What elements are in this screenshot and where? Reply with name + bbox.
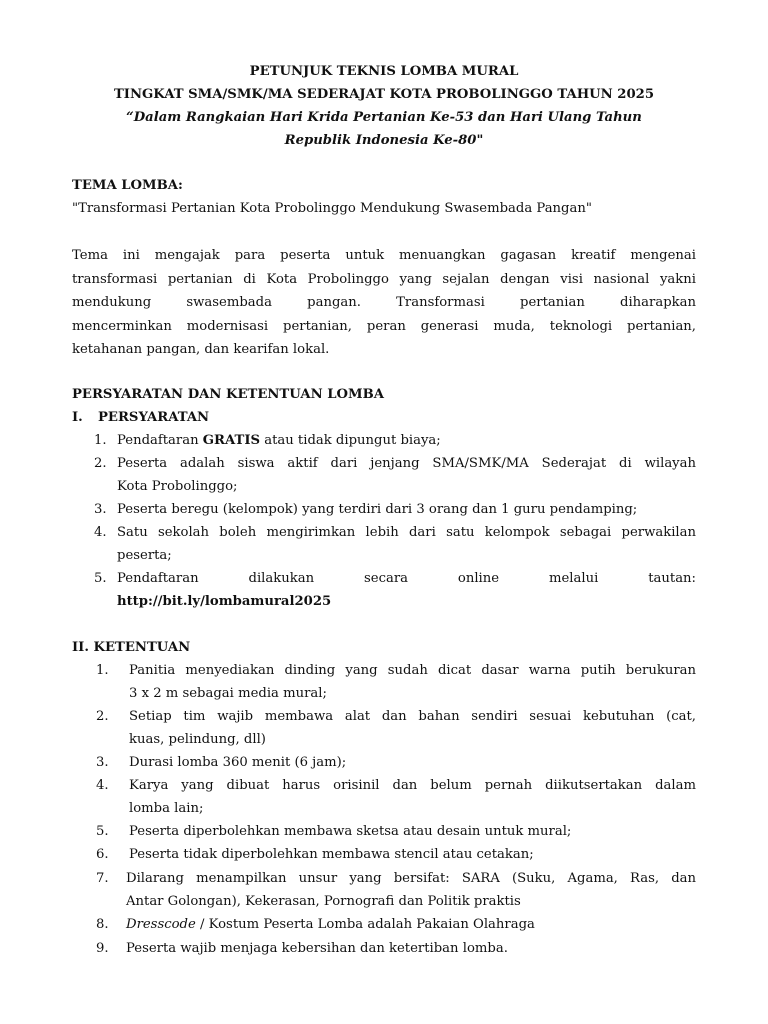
item-number: 2. bbox=[94, 456, 107, 471]
subtitle-line-2: Republik Indonesia Ke-80" bbox=[284, 133, 484, 148]
item-text-line: lomba lain; bbox=[129, 801, 204, 816]
item-number: 5. bbox=[94, 571, 107, 586]
item-number: 9. bbox=[96, 941, 109, 956]
item-text-line: Peserta adalah siswa aktif dari jenjang SMA/SMK/MA Sederajat di wilayah bbox=[117, 456, 696, 471]
item-text-line: Panitia menyediakan dinding yang sudah dicat dasar warna putih berukuran bbox=[129, 663, 696, 678]
title-line-1: PETUNJUK TEKNIS LOMBA MURAL bbox=[249, 64, 519, 79]
item-number: 2. bbox=[96, 709, 109, 724]
item-text-line: Pendaftaran dilakukan secara online melalui tautan: bbox=[117, 571, 696, 586]
item-number: 3. bbox=[94, 502, 107, 517]
item-text-line: Setiap tim wajib membawa alat dan bahan sendiri sesuai kebutuhan (cat, bbox=[129, 709, 696, 724]
item-text-before: Pendaftaran bbox=[117, 433, 203, 448]
section-1-number: I. bbox=[72, 410, 83, 425]
item-number: 3. bbox=[96, 755, 109, 770]
theme-description-line: mendukung swasembada pangan. Transformasi pertanian diharapkan bbox=[72, 295, 696, 311]
item-text-line: Karya yang dibuat harus orisinil dan belum pernah diikutsertakan dalam bbox=[129, 778, 696, 793]
item-text-line: Satu sekolah boleh mengirimkan lebih dari satu kelompok sebagai perwakilan bbox=[117, 525, 696, 540]
item-text bbox=[129, 774, 696, 820]
item-text-line: Kota Probolinggo; bbox=[117, 479, 238, 494]
document-header bbox=[70, 60, 698, 152]
item-number: 6. bbox=[96, 847, 109, 862]
item-number: 7. bbox=[96, 871, 109, 886]
item-number: 4. bbox=[94, 525, 107, 540]
title-line-2: TINGKAT SMA/SMK/MA SEDERAJAT KOTA PROBOLINGGO TAHUN 2025 bbox=[113, 87, 655, 102]
item-text bbox=[117, 567, 696, 613]
section-1-title: PERSYARATAN bbox=[98, 410, 210, 425]
registration-link[interactable]: http://bit.ly/lombamural2025 bbox=[117, 594, 332, 609]
theme-text: "Transformasi Pertanian Kota Probolinggo Mendukung Swasembada Pangan" bbox=[72, 201, 592, 216]
item-text-bold: GRATIS bbox=[202, 433, 261, 448]
item-text-line: kuas, pelindung, dll) bbox=[129, 732, 266, 747]
item-text-rest: / Kostum Peserta Lomba adalah Pakaian Olahraga bbox=[195, 917, 535, 932]
item-text bbox=[129, 659, 696, 705]
theme-description-line: transformasi pertanian di Kota Probolinggo yang sejalan dengan visi nasional yakni bbox=[72, 271, 696, 287]
section-1-heading bbox=[72, 406, 210, 429]
subtitle-line-1: “Dalam Rangkaian Hari Krida Pertanian Ke-53 dan Hari Ulang Tahun bbox=[126, 110, 642, 125]
item-text: Durasi lomba 360 menit (6 jam); bbox=[129, 755, 347, 770]
item-text bbox=[129, 705, 696, 751]
item-text: Peserta wajib menjaga kebersihan dan ketertiban lomba. bbox=[126, 941, 508, 956]
requirements-heading: PERSYARATAN DAN KETENTUAN LOMBA bbox=[72, 387, 384, 402]
item-text bbox=[117, 521, 696, 567]
item-text: Peserta diperbolehkan membawa sketsa atau desain untuk mural; bbox=[129, 824, 572, 839]
theme-description-line: ketahanan pangan, dan kearifan lokal. bbox=[72, 342, 330, 358]
theme-description-line: Tema ini mengajak para peserta untuk menuangkan gagasan kreatif mengenai bbox=[72, 248, 696, 263]
item-text-line: Dilarang menampilkan unsur yang bersifat: SARA (Suku, Agama, Ras, dan bbox=[126, 871, 696, 886]
item-text bbox=[117, 429, 696, 452]
item-text: Peserta tidak diperbolehkan membawa stencil atau cetakan; bbox=[129, 847, 534, 862]
item-text-line: peserta; bbox=[117, 548, 172, 563]
item-text-line: Antar Golongan), Kekerasan, Pornografi dan Politik praktis bbox=[126, 894, 521, 909]
item-text-after: atau tidak dipungut biaya; bbox=[260, 433, 441, 448]
item-number: 5. bbox=[96, 824, 109, 839]
item-number: 4. bbox=[96, 778, 109, 793]
section-2-heading: II. KETENTUAN bbox=[72, 640, 191, 655]
item-number: 1. bbox=[94, 433, 107, 448]
dresscode-term: Dresscode bbox=[126, 917, 196, 932]
item-text bbox=[126, 867, 696, 913]
item-text-line: 3 x 2 m sebagai media mural; bbox=[129, 686, 327, 701]
item-text bbox=[126, 913, 696, 936]
theme-heading: TEMA LOMBA: bbox=[72, 178, 183, 193]
item-text: Peserta beregu (kelompok) yang terdiri dari 3 orang dan 1 guru pendamping; bbox=[117, 502, 638, 517]
theme-description-line: mencerminkan modernisasi pertanian, peran generasi muda, teknologi pertanian, bbox=[72, 318, 696, 334]
item-text bbox=[117, 452, 696, 498]
item-number: 8. bbox=[96, 917, 109, 932]
item-number: 1. bbox=[96, 663, 109, 678]
theme-description bbox=[72, 244, 696, 362]
